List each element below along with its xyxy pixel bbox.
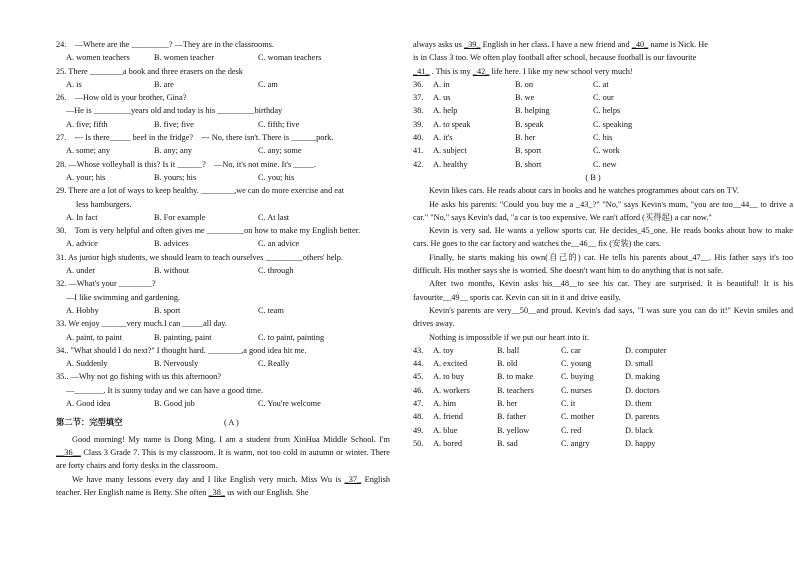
q35-option-b: B. Good job [154,399,195,409]
q34-options [56,357,390,370]
passage-a-label: ( A ) [224,418,239,428]
option-row: 50. A. bored B. sad C. angry D. happy [413,438,656,448]
blank-40: _40_ [631,40,649,49]
q26-option-c: C. fifth; five [258,119,300,129]
q33-option-a: A. paint, to paint [66,332,122,342]
q24-option-c: C. woman teachers [258,53,322,63]
option-row: 42. A. healthy B. short C. new [413,159,617,169]
q30-stem: 30. Tom is very helpful and often gives me _________on how to make my English better. [56,226,361,236]
options-36-42 [413,78,793,171]
q35-option-a: A. Good idea [66,399,111,409]
q25-option-c: C. am [258,79,278,89]
q30-option-b: B. advices [154,239,189,249]
q25-option-b: B. are [154,79,174,89]
q32-stem: 32. —What's your ________? [56,279,156,289]
option-row: 46. A. workers B. teachers C. nurses D. doctors [413,385,660,395]
q33-option-b: B. painting, paint [154,332,212,342]
passage-b-label: ( B ) [585,172,601,182]
q27-option-b: B. any; any [154,146,193,156]
q33-stem: 33. We enjoy ______very much.I can _____all day. [56,319,227,329]
blank-42: _42_ [472,66,490,76]
q27-stem: 27. --- Is there_____ beef in the fridge? --- No, there isn't. There is ______pork. [56,133,334,143]
passage-a-cont-1: always asks us _39_ English in her class. I have a new friend and _40_ name is Nick. He [413,40,708,49]
q29-options [56,211,390,224]
q32-option-a: A. Hobby [66,305,99,315]
q31-option-a: A. under [66,266,96,276]
q27-option-a: A. some; any [66,146,111,156]
q32-option-b: B. sport [154,305,181,315]
q26-line2: —He is _________years old and today is his _________birthday [66,106,283,116]
q25-stem: 25. There ________a book and three erasers on the desk [56,66,243,76]
option-row: 37. A. us B. we C. our [413,93,614,103]
blank-39: _39_ [463,40,481,49]
q32-line2: —I like swimming and gardening. [66,292,181,302]
option-row: 45. A. to buy B. to make C. buying D. making [413,372,661,382]
blank-41: _41_ [413,66,430,76]
right-column [413,38,793,450]
q29-option-b: B. For example [154,212,206,222]
q34-option-a: A. Suddenly [66,359,108,369]
blank-36: __36__ [56,447,81,457]
option-row: 49. A. blue B. yellow C. red D. black [413,425,654,435]
q34-option-c: C. Really [258,359,290,369]
q25-option-a: A. is [66,79,82,89]
q33-option-c: C. to paint, painting [258,332,325,342]
option-row: 36. A. in B. on C. at [413,79,609,89]
q26-option-a: A. five; fifth [66,119,108,129]
passage-b-paragraph-7: Nothing is impossible if we put our heart into it. [429,332,589,342]
q30-options [56,237,390,250]
blank-37: _37_ [344,474,362,484]
blank-38: _38_ [208,487,226,497]
q31-options [56,264,390,277]
q31-stem: 31. As junior high students, we should learn to teach ourselves _________others' help. [56,252,344,262]
q30-option-c: C. an advice [258,239,300,249]
q35-option-c: C. You're welcome [258,399,321,409]
q29-option-c: C. At last [258,212,290,222]
option-row: 41. A. subject B. sport C. work [413,146,620,156]
q26-stem: 26. —How old is your brother, Gina? [56,93,187,103]
option-row: 47. A. him B. her C. it D. them [413,399,652,409]
option-row: 39. A. to speak B. speak C. speaking [413,119,633,129]
passage-a-cont-2: is in Class 3 too. We often play football after school, because football is our favourite [413,53,697,63]
q35-stem: 35.. —Why not go fishing with us this afternoon? [56,372,221,382]
option-row: 38. A. help B. helping C. helps [413,106,621,116]
passage-a-paragraph-1: Good morning! My name is Dong Ming. I am a student from XinHua Middle School. I'm __36__ Class 3 Grade 7. This is my classroom. It is warm, not too cold in autumn or winter. There are forty chairs and forty desks in the classroom. [56,434,390,471]
options-43-50 [413,344,793,450]
q24-stem: 24. —Where are the _________? —They are in the classrooms. [56,40,274,49]
q34-option-b: B. Nervously [154,359,199,369]
q29-option-a: A. In fact [66,212,98,222]
q28-stem: 28. —Whose volleyball is this? Is it ______? —No, it's not mine. It's _____. [56,159,317,169]
option-row: 44. A. excited B. old C. young D. small [413,359,654,369]
option-row: 40. A. it's B. her C. his [413,133,613,143]
q26-option-b: B. five; five [154,119,194,129]
option-row: 48. A. friend B. father C. mother D. parents [413,412,660,422]
passage-b-paragraph-2: He asks his parents: "Could you buy me a _43_?" "No," says Kevin's mum, "you are too__44__ to drive a car." "No," says Kevin's dad, "a car is too expensive. We can't afford (买得起) a car now." [413,199,793,222]
q28-option-a: A. your; his [66,172,106,182]
passage-b-paragraph-4: Finally, he starts making his own(自己的) car. He tells his parents about_47__. His father says it's too difficult. His mother says she is worried. She doesn't want him to do anything that is not safe. [413,252,793,276]
q24-options [56,51,390,64]
q34-stem: 34.. "What should I do next?" I thought hard. ________,a good idea hit me. [56,345,307,355]
q27-options [56,144,390,157]
q24-option-b: B. women teacher [154,53,215,63]
q35-options [56,397,390,410]
q31-option-b: B. without [154,266,190,276]
q30-option-a: A. advice [66,239,98,249]
q35-line2: —_______. It is sunny today and we can have a good time. [66,385,264,395]
q33-options [56,331,390,344]
q24-option-a: A. women teachers [66,53,130,63]
q25-options [56,78,390,91]
section-heading [56,416,390,429]
passage-b-paragraph-1: Kevin likes cars. He reads about cars in books and he watches programmes about cars on TV. [429,186,739,196]
q28-options [56,171,390,184]
q26-options [56,118,390,131]
option-row: 43. A. toy B. ball C. car D. computer [413,345,667,355]
q32-options [56,304,390,317]
q31-option-c: C. through [258,266,294,276]
q32-option-c: C. team [258,305,284,315]
q27-option-c: C. any; some [258,146,302,156]
passage-a-cont-3: _41_ . This is my _42_ life here. I like my new school very much! [413,66,633,76]
section-title: 第二节：完型填空 [56,418,123,428]
passage-b-paragraph-3: Kevin is very sad. He wants a yellow sports car. He decides_45_one. He reads books about how to make cars. He goes to the car factory and watches the__46__ fix (安装) the cars. [413,226,793,249]
left-column [56,38,390,499]
q28-option-c: C. you; his [258,172,295,182]
q28-option-b: B. yours; his [154,172,197,182]
q29-line2: less hamburgers. [76,199,132,209]
q29-stem: 29. There are a lot of ways to keep healthy. ________,we can do more exercise and eat [56,186,344,196]
passage-a-paragraph-2: We have many lessons every day and I like English very much. Miss Wu is _37_ English teacher. Her English name is Betty. She often _38_ us with our English. She [56,474,390,497]
passage-b-paragraph-6: Kevin's parents are very__50__and proud. Kevin's dad says, "I was sure you can do it!" Kevin smiles and drives away. [413,305,793,329]
passage-b-paragraph-5: After two months, Kevin asks his__48__to see his car. They are surprised. It is beautiful! It is his favourite__49__ sports car. Kevin can sit in it and drive easily. [413,279,793,302]
